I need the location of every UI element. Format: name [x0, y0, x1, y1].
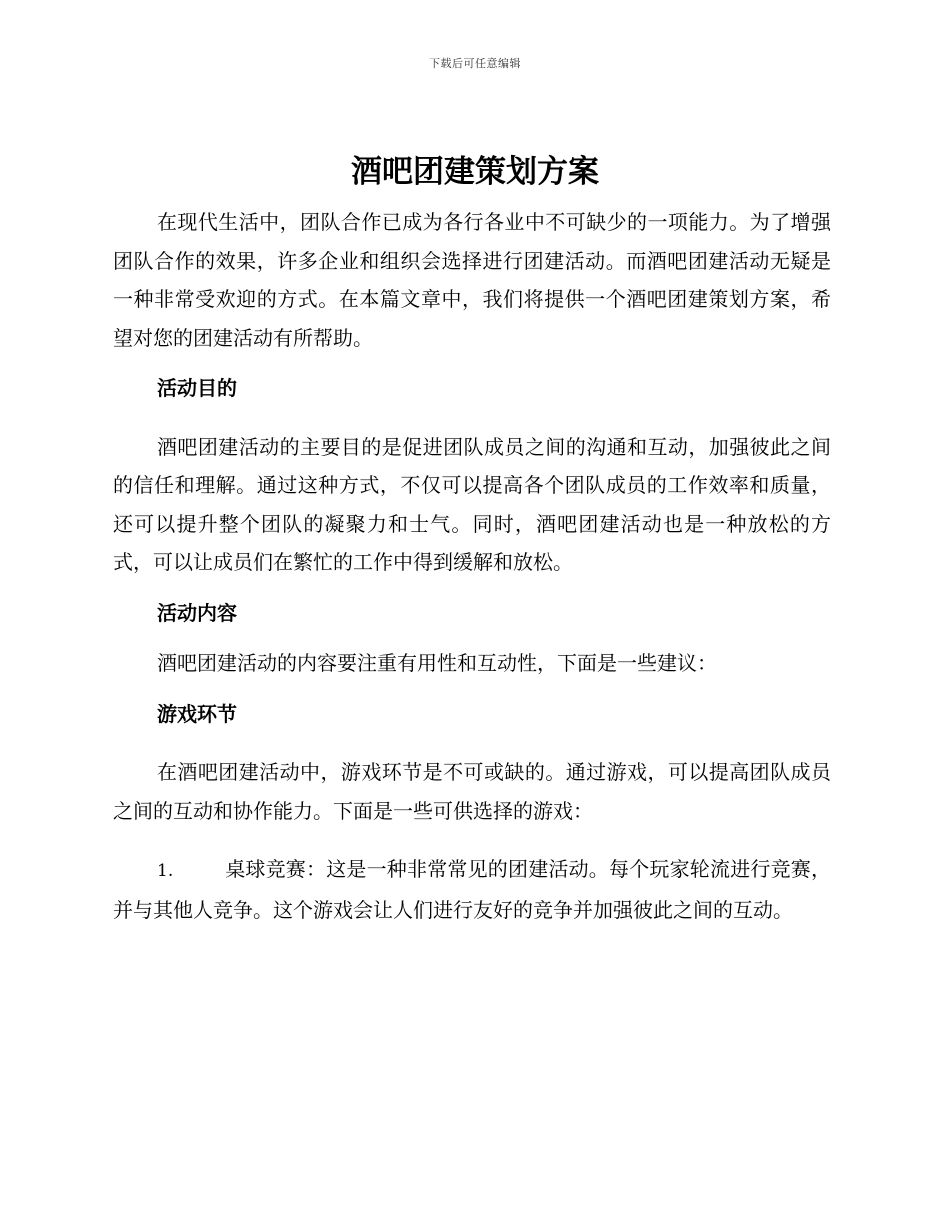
page-header: 下载后可任意编辑 [429, 57, 521, 70]
content-paragraph: 酒吧团建活动的内容要注重有用性和互动性，下面是一些建议： [157, 651, 717, 675]
games-paragraph: 在酒吧团建活动中，游戏环节是不可或缺的。通过游戏，可以提高团队成员之间的互动和协作能力。下面是一些可供选择的游戏： [113, 760, 831, 823]
list-item-text: 桌球竞赛：这是一种非常常见的团建活动。每个玩家轮流进行竞赛，并与其他人竞争。这个游戏会让人们进行友好的竞争并加强彼此之间的互动。 [113, 857, 831, 922]
purpose-heading: 活动目的 [157, 376, 237, 400]
intro-paragraph: 在现代生活中，团队合作已成为各行各业中不可缺少的一项能力。为了增强团队合作的效果，许多企业和组织会选择进行团建活动。而酒吧团建活动无疑是一种非常受欢迎的方式。在本篇文章中，我们将提供一个酒吧团建策划方案，希望对您的团建活动有所帮助。 [113, 210, 831, 350]
purpose-paragraph: 酒吧团建活动的主要目的是促进团队成员之间的沟通和互动，加强彼此之间的信任和理解。通过这种方式，不仅可以提高各个团队成员的工作效率和质量，还可以提升整个团队的凝聚力和士气。同时，酒吧团建活动也是一种放松的方式，可以让成员们在繁忙的工作中得到缓解和放松。 [113, 434, 831, 574]
document-title: 酒吧团建策划方案 [351, 154, 599, 190]
content-heading: 活动内容 [157, 600, 237, 625]
list-item-number: 1. [157, 861, 174, 881]
document-body [113, 203, 831, 929]
list-item [113, 850, 831, 929]
games-heading: 游戏环节 [157, 701, 237, 726]
